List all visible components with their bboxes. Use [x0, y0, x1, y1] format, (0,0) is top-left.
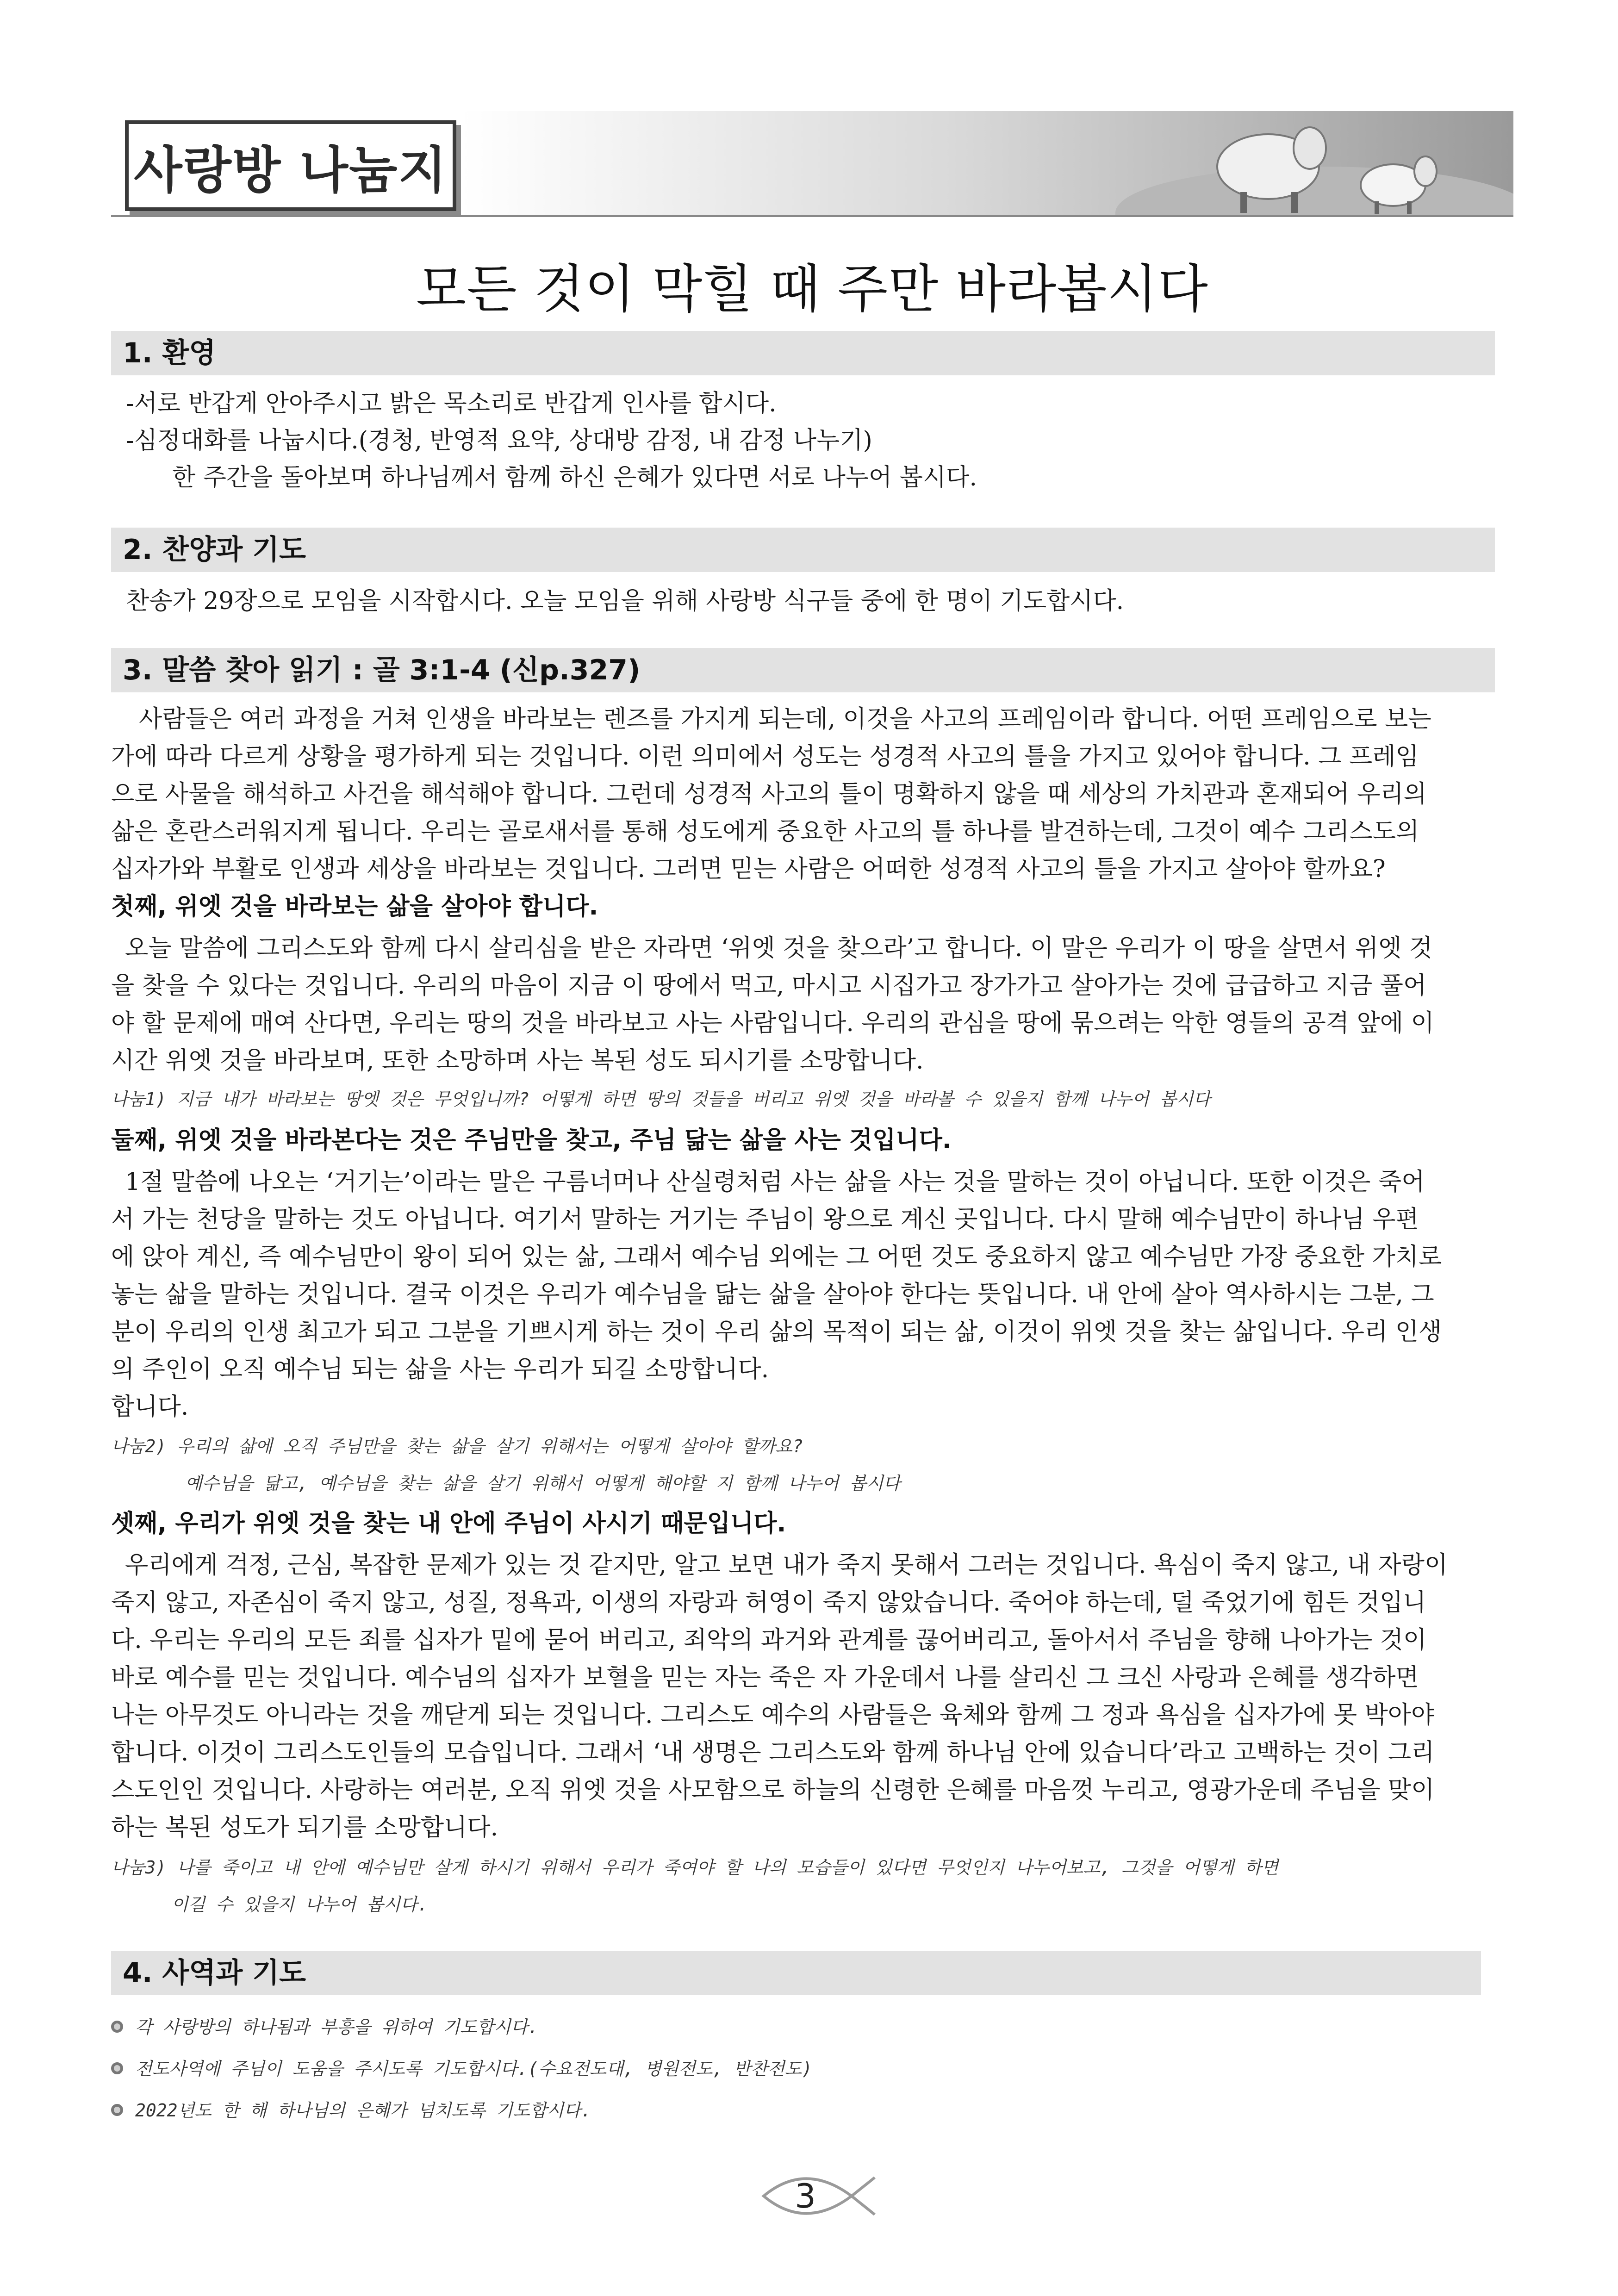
- reading-intro-line: 십자가와 부활로 인생과 세상을 바라보는 것입니다. 그러면 믿는 사람은 어떠한 성경적 사고의 틀을 가지고 살아야 할까요?: [111, 855, 1386, 883]
- prayer-item: [111, 2097, 591, 2124]
- section-praise-heading: 2. 찬양과 기도: [111, 528, 1495, 572]
- welcome-line: 한 주간을 돌아보며 하나님께서 함께 하신 은혜가 있다면 서로 나누어 봅시다.: [172, 464, 977, 492]
- reading-intro-line: 삶은 혼란스러워지게 됩니다. 우리는 골로새서를 통해 성도에게 중요한 사고의 틀 하나를 발견하는데, 그것이 예수 그리스도의: [111, 818, 1419, 846]
- reading-intro-line: 가에 따라 다르게 상황을 평가하게 되는 것입니다. 이런 의미에서 성도는 성경적 사고의 틀을 가지고 있어야 합니다. 그 프레임: [111, 743, 1419, 771]
- point2-line: 1절 말씀에 나오는 ‘거기는’이라는 말은 구름너머나 산실령처럼 사는 삶을 사는 것을 말하는 것이 아닙니다. 또한 이것은 죽어: [125, 1168, 1425, 1196]
- section-ministry-heading: 4. 사역과 기도: [111, 1951, 1481, 1995]
- point2-line: 의 주인이 오직 예수님 되는 삶을 사는 우리가 되길 소망합니다.: [111, 1356, 769, 1383]
- point3-line: 우리에게 걱정, 근심, 복잡한 문제가 있는 것 같지만, 알고 보면 내가 죽지 못해서 그러는 것입니다. 욕심이 죽지 않고, 내 자랑이: [125, 1551, 1448, 1579]
- prayer-item-text: 2022년도 한 해 하나님의 은혜가 넘치도록 기도합시다.: [135, 2100, 591, 2121]
- point3-line: 다. 우리는 우리의 모든 죄를 십자가 밑에 묻어 버리고, 죄악의 과거와 관계를 끊어버리고, 돌아서서 주님을 향해 나아가는 것이: [111, 1626, 1427, 1654]
- point3-line: 나는 아무것도 아니라는 것을 깨닫게 되는 것입니다. 그리스도 예수의 사람들은 육체와 함께 그 정과 욕심을 십자가에 못 박아야: [111, 1701, 1435, 1729]
- point1-line: 시간 위엣 것을 바라보며, 또한 소망하며 사는 복된 성도 되시기를 소망합니다.: [111, 1047, 924, 1075]
- praise-line: 찬송가 29장으로 모임을 시작합시다. 오늘 모임을 위해 사랑방 식구들 중에 한 명이 기도합시다.: [126, 587, 1124, 615]
- bullet-icon: [111, 2104, 123, 2116]
- page-number-badge: [759, 2166, 879, 2226]
- section-reading-heading: 3. 말씀 찾아 읽기 : 골 3:1-4 (신p.327): [111, 648, 1495, 692]
- point2-title: 둘째, 위엣 것을 바라본다는 것은 주님만을 찾고, 주님 닮는 삶을 사는 것입니다.: [111, 1126, 952, 1154]
- point1-line: 오늘 말씀에 그리스도와 함께 다시 살리심을 받은 자라면 ‘위엣 것을 찾으라’고 합니다. 이 말은 우리가 이 땅을 살면서 위엣 것: [125, 934, 1433, 962]
- page-number: 3: [795, 2177, 816, 2215]
- sheep-illustration: [1208, 116, 1467, 215]
- point3-note: 나눔3) 나를 죽이고 내 안에 예수님만 살게 하시기 위해서 우리가 죽여야 할 나의 모습들이 있다면 무엇인지 나누어보고, 그것을 어떻게 하면: [111, 1857, 1279, 1878]
- banner-title-box: [125, 120, 456, 211]
- point3-line: 하는 복된 성도가 되기를 소망합니다.: [111, 1814, 498, 1842]
- reading-intro-line: 으로 사물을 해석하고 사건을 해석해야 합니다. 그런데 성경적 사고의 틀이 명확하지 않을 때 세상의 가치관과 혼재되어 우리의: [111, 780, 1427, 808]
- welcome-line: -서로 반갑게 안아주시고 밝은 목소리로 반갑게 인사를 합시다.: [126, 390, 777, 417]
- welcome-line: -심정대화를 나눕시다.(경청, 반영적 요약, 상대방 감정, 내 감정 나누기): [126, 427, 872, 454]
- point3-line: 합니다. 이것이 그리스도인들의 모습입니다. 그래서 ‘내 생명은 그리스도와 함께 하나님 안에 있습니다’라고 고백하는 것이 그리: [111, 1739, 1435, 1767]
- point3-line: 죽지 않고, 자존심이 죽지 않고, 성질, 정욕과, 이생의 자랑과 허영이 죽지 않았습니다. 죽어야 하는데, 덜 죽었기에 힘든 것입니: [111, 1589, 1426, 1617]
- point3-line: 바로 예수를 믿는 것입니다. 예수님의 십자가 보혈을 믿는 자는 죽은 자 가운데서 나를 살리신 그 크신 사랑과 은혜를 생각하면: [111, 1664, 1419, 1692]
- point2-note: 나눔2) 우리의 삶에 오직 주님만을 찾는 삶을 살기 위해서는 어떻게 살아야 할까요?: [111, 1436, 803, 1456]
- page-title: 모든 것이 막힐 때 주만 바라봅시다: [416, 259, 1208, 319]
- point1-line: 을 찾을 수 있다는 것입니다. 우리의 마음이 지금 이 땅에서 먹고, 마시고 시집가고 장가가고 살아가는 것에 급급하고 지금 풀어: [111, 972, 1427, 1000]
- header-banner: [111, 111, 1513, 217]
- bullet-icon: [111, 2021, 123, 2033]
- point2-line: 합니다.: [111, 1393, 189, 1421]
- reading-intro-line: 사람들은 여러 과정을 거쳐 인생을 바라보는 렌즈를 가지게 되는데, 이것을 사고의 프레임이라 합니다. 어떤 프레임으로 보는: [139, 705, 1431, 733]
- bullet-icon: [111, 2062, 123, 2074]
- point2-line: 놓는 삶을 말하는 것입니다. 결국 이것은 우리가 예수님을 닮는 삶을 살아야 한다는 뜻입니다. 내 안에 살아 역사하시는 그분, 그: [111, 1281, 1434, 1308]
- banner-title: 사랑방 나눔지: [134, 141, 448, 199]
- point3-title: 셋째, 우리가 위엣 것을 찾는 내 안에 주님이 사시기 때문입니다.: [111, 1510, 786, 1537]
- section-welcome-heading: 1. 환영: [111, 331, 1495, 375]
- point3-note: 이길 수 있을지 나누어 봅시다.: [171, 1894, 428, 1915]
- point2-note: 예수님을 닮고, 예수님을 찾는 삶을 살기 위해서 어떻게 해야할 지 함께 나누어 봅시다: [185, 1473, 901, 1493]
- point1-note: 나눔1) 지금 내가 바라보는 땅엣 것은 무엇입니까? 어떻게 하면 땅의 것들을 버리고 위엣 것을 바라볼 수 있을지 함께 나누어 봅시다: [111, 1089, 1211, 1109]
- prayer-item-text: 각 사랑방의 하나됨과 부흥을 위하여 기도합시다.: [135, 2017, 539, 2037]
- point2-line: 에 앉아 계신, 즉 예수님만이 왕이 되어 있는 삶, 그래서 예수님 외에는 그 어떤 것도 중요하지 않고 예수님만 가장 중요한 가치로: [111, 1243, 1442, 1271]
- point2-line: 분이 우리의 인생 최고가 되고 그분을 기쁘시게 하는 것이 우리 삶의 목적이 되는 삶, 이것이 위엣 것을 찾는 삶입니다. 우리 인생: [111, 1318, 1442, 1346]
- point1-line: 야 할 문제에 매여 산다면, 우리는 땅의 것을 바라보고 사는 사람입니다. 우리의 관심을 땅에 묶으려는 악한 영들의 공격 앞에 이: [111, 1009, 1434, 1037]
- prayer-item: [111, 2055, 812, 2083]
- point3-line: 스도인인 것입니다. 사랑하는 여러분, 오직 위엣 것을 사모함으로 하늘의 신령한 은혜를 마음껏 누리고, 영광가운데 주님을 맞이: [111, 1776, 1435, 1804]
- prayer-item: [111, 2013, 538, 2041]
- point2-line: 서 가는 천당을 말하는 것도 아닙니다. 여기서 말하는 거기는 주님이 왕으로 계신 곳입니다. 다시 말해 예수님만이 하나님 우편: [111, 1206, 1419, 1233]
- point1-title: 첫째, 위엣 것을 바라보는 삶을 살아야 합니다.: [111, 893, 598, 921]
- prayer-item-text: 전도사역에 주님이 도움을 주시도록 기도합시다.(수요전도대, 병원전도, 반찬전도): [135, 2059, 813, 2079]
